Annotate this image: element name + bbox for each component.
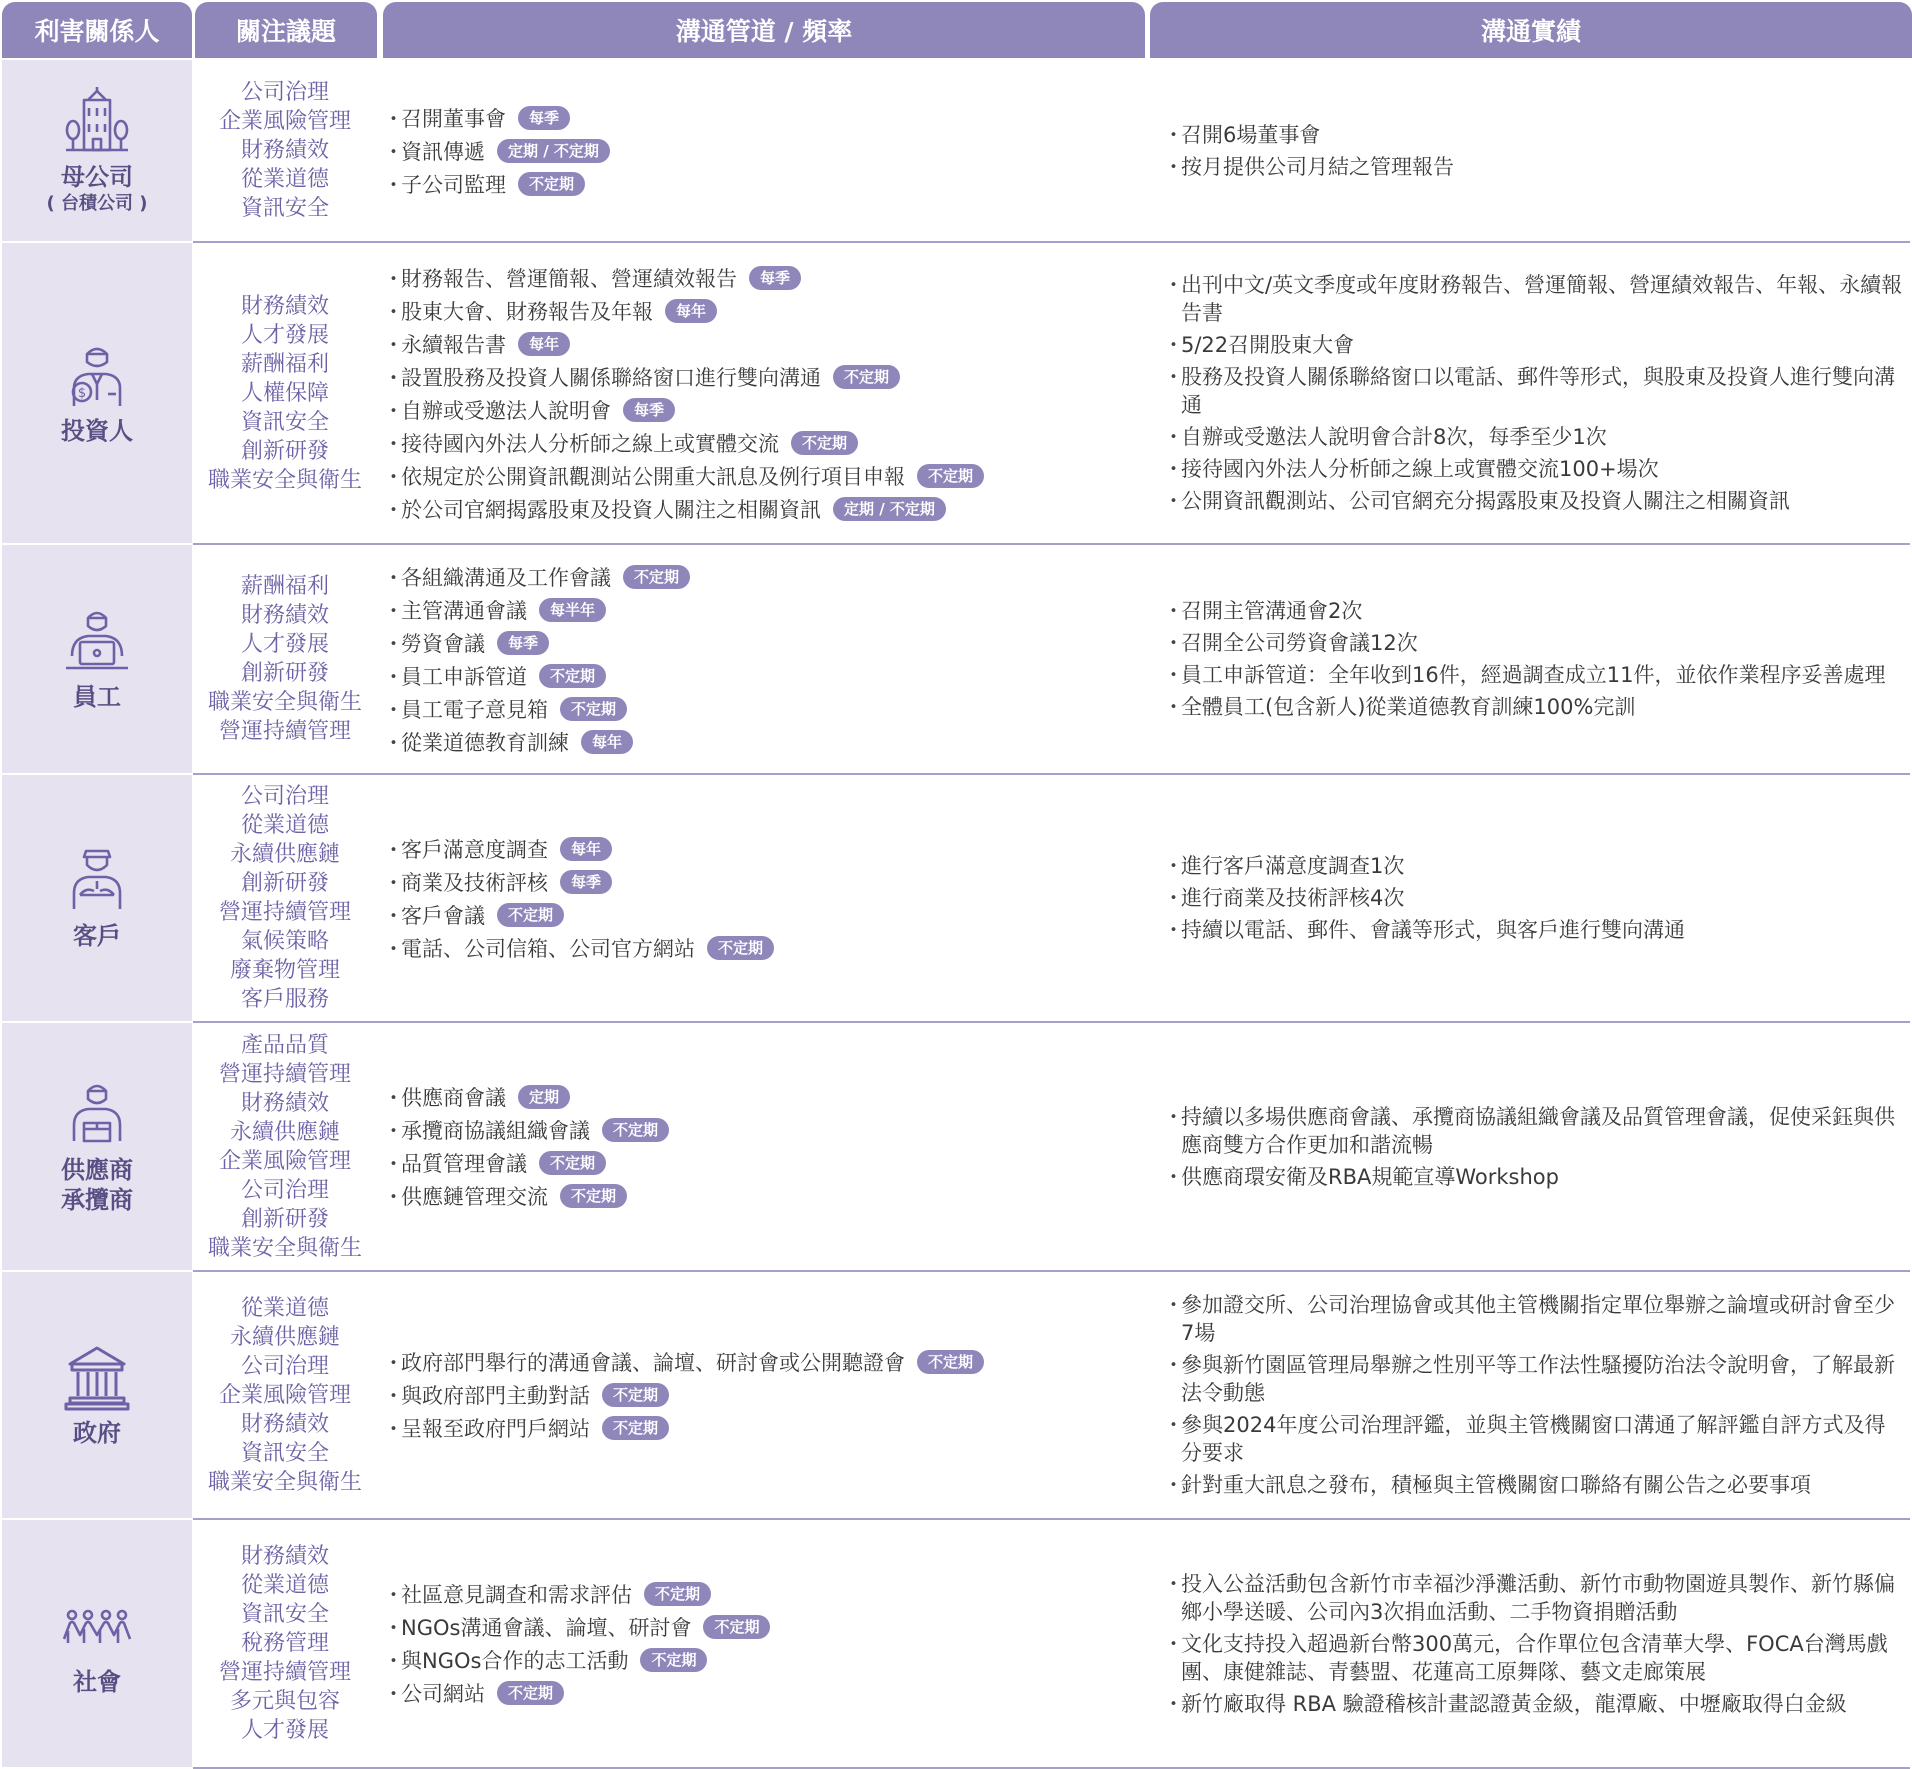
channel-item [383, 261, 1143, 294]
result-text: 員工申訴管道：全年收到16件，經過調查成立11件，並依作業程序妥善處理 [1181, 663, 1886, 687]
channel-item [383, 1081, 1143, 1114]
result-text: 文化支持投入超過新台幣300萬元，合作單位包含清華大學、FOCA台灣馬戲團、康健雜誌、青藝盟、花蓮高工原舞隊、藝文走廊策展 [1181, 1631, 1888, 1684]
bullet: ・ [1163, 489, 1184, 513]
frequency-badge: 不定期 [560, 697, 627, 721]
channel-text: 公司網站 [401, 1682, 485, 1706]
bullet: ・ [383, 697, 404, 722]
channels-list [383, 1272, 1143, 1518]
bullet: ・ [1163, 1631, 1184, 1656]
bullet: ・ [1163, 1413, 1184, 1437]
channel-item [383, 1180, 1143, 1213]
bullet: ・ [383, 903, 404, 928]
channel-text: 呈報至政府門戶網站 [401, 1417, 590, 1441]
issue-item: 財務績效 [240, 1090, 329, 1116]
channel-item [383, 360, 1143, 393]
channel-text: 依規定於公開資訊觀測站公開重大訊息及例行項目申報 [401, 464, 905, 489]
issue-item: 人才發展 [240, 632, 329, 657]
issue-item: 職業安全與衛生 [207, 467, 362, 493]
channel-item [383, 459, 1143, 492]
issue-item: 資訊安全 [240, 196, 329, 221]
channel-text: 子公司監理 [401, 172, 506, 197]
result-text: 持續以電話、郵件、會議等形式，與客戶進行雙向溝通 [1181, 918, 1685, 942]
header-issues: 關注議題 [195, 2, 377, 58]
frequency-badge: 不定期 [602, 1383, 669, 1407]
frequency-badge: 每年 [581, 730, 633, 754]
supplier-box-icon [60, 1079, 134, 1149]
channel-text: 與NGOs合作的志工活動 [401, 1649, 629, 1673]
frequency-badge: 每年 [560, 837, 612, 861]
bullet: ・ [1163, 854, 1184, 878]
bullet: ・ [383, 598, 404, 623]
bullet: ・ [383, 565, 404, 590]
frequency-badge: 每年 [665, 299, 717, 323]
channel-item [383, 167, 1143, 200]
result-item [1163, 331, 1905, 359]
frequency-badge: 不定期 [539, 664, 606, 688]
bullet: ・ [383, 398, 404, 423]
header-channels: 溝通管道 / 頻率 [383, 2, 1145, 58]
channel-item [383, 1346, 1143, 1379]
results-list [1163, 545, 1905, 773]
issue-item: 創新研發 [240, 661, 329, 686]
result-item [1163, 153, 1905, 181]
bullet: ・ [383, 266, 404, 291]
channel-item [383, 1379, 1143, 1412]
bullet: ・ [383, 464, 404, 489]
frequency-badge: 每季 [518, 106, 570, 130]
bullet: ・ [383, 1583, 404, 1607]
frequency-badge: 不定期 [640, 1648, 707, 1672]
issue-item: 永續供應鏈 [229, 1119, 340, 1145]
bullet: ・ [383, 365, 404, 390]
result-text: 出刊中文/英文季度或年度財務報告、營運簡報、營運績效報告、年報、永續報告書 [1181, 273, 1903, 325]
channel-item [383, 134, 1143, 167]
bullet: ・ [1163, 333, 1184, 357]
result-text: 進行商業及技術評核4次 [1181, 886, 1405, 910]
channel-item [383, 865, 1143, 898]
channel-item [383, 492, 1143, 525]
bullet: ・ [1163, 663, 1184, 687]
issue-item: 職業安全與衛生 [207, 1235, 362, 1261]
result-item [1163, 121, 1905, 149]
results-list [1163, 60, 1905, 241]
results-list [1163, 1272, 1905, 1518]
channel-item [383, 1578, 1143, 1611]
channel-item [383, 898, 1143, 931]
result-text: 參加證交所、公司治理協會或其他主管機關指定單位舉辦之論壇或研討會至少7場 [1181, 1293, 1895, 1345]
bullet: ・ [383, 1649, 404, 1673]
frequency-badge: 定期 / 不定期 [833, 497, 946, 521]
channels-list [383, 1520, 1143, 1767]
channel-item [383, 1644, 1143, 1677]
channel-item [383, 593, 1143, 626]
issue-item: 公司治理 [240, 784, 329, 809]
channel-item [383, 426, 1143, 459]
bullet: ・ [1163, 365, 1184, 389]
bullet: ・ [383, 1384, 404, 1408]
result-text: 參與2024年度公司治理評鑑，並與主管機關窗口溝通了解評鑑自評方式及得分要求 [1181, 1413, 1886, 1465]
channel-text: 承攬商協議組織會議 [401, 1119, 590, 1143]
bullet: ・ [383, 1682, 404, 1706]
channel-text: 社區意見調查和需求評估 [401, 1583, 632, 1607]
issue-item: 職業安全與衛生 [207, 1469, 362, 1495]
bullet: ・ [383, 1616, 404, 1640]
result-item [1163, 1163, 1905, 1191]
frequency-badge: 不定期 [791, 431, 858, 455]
issue-item: 從業道德 [240, 813, 329, 838]
channels-list [383, 60, 1143, 241]
customer-icon [60, 845, 134, 915]
results-list [1163, 1520, 1905, 1767]
issues-list [193, 775, 377, 1021]
result-item [1163, 852, 1905, 880]
issues-list [193, 1272, 377, 1518]
issue-item: 永續供應鏈 [229, 1324, 340, 1350]
issue-item: 企業風險管理 [218, 1382, 351, 1408]
result-text: 針對重大訊息之發布，積極與主管機關窗口聯絡有關公告之必要事項 [1181, 1473, 1811, 1497]
result-text: 召開全公司勞資會議12次 [1181, 631, 1418, 655]
community-people-icon [60, 1591, 134, 1661]
stakeholder-cell [2, 545, 192, 773]
channel-text: 永續報告書 [401, 332, 506, 357]
result-text: 參與新竹園區管理局舉辦之性別平等工作法性騷擾防治法令說明會，了解最新法令動態 [1181, 1353, 1895, 1405]
result-text: 召開主管溝通會2次 [1181, 599, 1363, 623]
channel-item [383, 1412, 1143, 1445]
result-text: 5/22召開股東大會 [1181, 333, 1355, 357]
bullet: ・ [383, 299, 404, 324]
channel-item [383, 327, 1143, 360]
stakeholder-name: 政府 [73, 1419, 121, 1447]
result-text: 供應商環安衛及RBA規範宣導Workshop [1181, 1164, 1559, 1189]
channel-item [383, 1114, 1143, 1147]
channel-item [383, 1677, 1143, 1710]
channel-text: 接待國內外法人分析師之線上或實體交流 [401, 431, 779, 456]
bullet: ・ [1163, 1691, 1184, 1716]
frequency-badge: 不定期 [560, 1184, 627, 1208]
frequency-badge: 不定期 [497, 1681, 564, 1705]
issue-item: 薪酬福利 [240, 574, 329, 599]
channel-text: 電話、公司信箱、公司官方網站 [401, 936, 695, 961]
stakeholder-subname: 承攬商 [61, 1185, 133, 1214]
issue-item: 氣候策略 [240, 929, 329, 954]
frequency-badge: 不定期 [623, 565, 690, 589]
channel-text: 客戶會議 [401, 903, 485, 928]
channel-text: 品質管理會議 [401, 1152, 527, 1176]
result-text: 持續以多場供應商會議、承攬商協議組織會議及品質管理會議，促使采鈺與供應商雙方合作更加和諧流暢 [1181, 1104, 1895, 1157]
frequency-badge: 定期 / 不定期 [497, 139, 610, 163]
bullet: ・ [383, 664, 404, 689]
result-item [1163, 661, 1905, 689]
channel-item [383, 931, 1143, 964]
channel-text: 設置股務及投資人關係聯絡窗口進行雙向溝通 [401, 365, 821, 390]
frequency-badge: 每季 [623, 398, 675, 422]
channel-text: NGOs溝通會議、論壇、研討會 [401, 1616, 692, 1640]
channels-list [383, 545, 1143, 773]
stakeholder-name: 母公司 [61, 162, 133, 191]
building-icon [60, 86, 134, 156]
issue-item: 產品品質 [240, 1032, 329, 1058]
bullet: ・ [1163, 599, 1184, 623]
issue-item: 從業道德 [240, 1295, 329, 1321]
issue-item: 從業道德 [240, 167, 329, 192]
channel-text: 與政府部門主動對話 [401, 1384, 590, 1408]
issue-item: 財務績效 [240, 1544, 329, 1569]
frequency-badge: 每季 [560, 870, 612, 894]
channel-text: 股東大會、財務報告及年報 [401, 299, 653, 324]
result-item [1163, 1471, 1905, 1499]
channels-list [383, 243, 1143, 543]
result-item [1163, 1570, 1905, 1626]
channel-text: 主管溝通會議 [401, 598, 527, 623]
results-list [1163, 243, 1905, 543]
result-item [1163, 363, 1905, 419]
bullet: ・ [383, 1119, 404, 1143]
investor-icon [60, 340, 134, 410]
issue-item: 薪酬福利 [240, 351, 329, 377]
channel-item [383, 1147, 1143, 1180]
issue-item: 人權保障 [240, 380, 329, 406]
channel-text: 召開董事會 [401, 106, 506, 131]
frequency-badge: 不定期 [602, 1118, 669, 1142]
bullet: ・ [1163, 1164, 1184, 1189]
channel-item [383, 1611, 1143, 1644]
bullet: ・ [1163, 425, 1184, 449]
bullet: ・ [383, 870, 404, 895]
stakeholder-cell [2, 1023, 192, 1270]
channel-text: 商業及技術評核 [401, 870, 548, 895]
issue-item: 人才發展 [240, 1718, 329, 1743]
result-item [1163, 455, 1905, 483]
channel-text: 財務報告、營運簡報、營運績效報告 [401, 266, 737, 291]
bullet: ・ [383, 1417, 404, 1441]
frequency-badge: 每年 [518, 332, 570, 356]
issue-item: 資訊安全 [240, 1602, 329, 1627]
issue-item: 永續供應鏈 [229, 842, 340, 867]
frequency-badge: 每季 [497, 631, 549, 655]
frequency-badge: 每半年 [539, 598, 606, 622]
issue-item: 企業風險管理 [218, 109, 351, 134]
svg-text:$: $ [77, 386, 87, 401]
bullet: ・ [383, 1152, 404, 1176]
channel-item [383, 626, 1143, 659]
issue-item: 職業安全與衛生 [207, 690, 362, 715]
channel-item [383, 725, 1143, 758]
result-text: 接待國內外法人分析師之線上或實體交流100+場次 [1181, 457, 1659, 481]
stakeholder-name: 員工 [73, 683, 121, 711]
result-item [1163, 916, 1905, 944]
issue-item: 創新研發 [240, 871, 329, 896]
result-item [1163, 597, 1905, 625]
frequency-badge: 不定期 [518, 172, 585, 196]
channel-text: 各組織溝通及工作會議 [401, 565, 611, 590]
result-item [1163, 884, 1905, 912]
frequency-badge: 不定期 [644, 1582, 711, 1606]
bullet: ・ [383, 332, 404, 357]
channel-item [383, 692, 1143, 725]
channel-text: 政府部門舉行的溝通會議、論壇、研討會或公開聽證會 [401, 1351, 905, 1375]
bullet: ・ [383, 631, 404, 656]
result-item [1163, 1690, 1905, 1718]
frequency-badge: 定期 [518, 1085, 570, 1109]
frequency-badge: 不定期 [497, 903, 564, 927]
channel-text: 員工電子意見箱 [401, 697, 548, 722]
result-text: 新竹廠取得 RBA 驗證稽核計畫認證黃金級，龍潭廠、中壢廠取得白金級 [1181, 1691, 1847, 1716]
frequency-badge: 每季 [749, 266, 801, 290]
stakeholder-cell [2, 243, 192, 543]
channel-text: 自辦或受邀法人說明會 [401, 398, 611, 423]
issue-item: 營運持續管理 [218, 719, 351, 744]
bullet: ・ [1163, 1293, 1184, 1317]
result-text: 全體員工(包含新人)從業道德教育訓練100%完訓 [1181, 695, 1636, 719]
issue-item: 資訊安全 [240, 1440, 329, 1466]
issue-item: 資訊安全 [240, 409, 329, 435]
issues-list [193, 243, 377, 543]
issues-list [193, 1520, 377, 1767]
result-item [1163, 423, 1905, 451]
issue-item: 從業道德 [240, 1573, 329, 1598]
issue-item: 公司治理 [240, 80, 329, 105]
result-text: 股務及投資人關係聯絡窗口以電話、郵件等形式，與股東及投資人進行雙向溝通 [1181, 365, 1895, 417]
bullet: ・ [1163, 631, 1184, 655]
result-item [1163, 487, 1905, 515]
channel-item [383, 393, 1143, 426]
bullet: ・ [1163, 1104, 1184, 1129]
issue-item: 營運持續管理 [218, 1660, 351, 1685]
channel-item [383, 294, 1143, 327]
issue-item: 企業風險管理 [218, 1148, 351, 1174]
issue-item: 客戶服務 [240, 987, 329, 1012]
bullet: ・ [383, 1185, 404, 1209]
issue-item: 財務績效 [240, 603, 329, 628]
bullet: ・ [1163, 154, 1184, 179]
result-text: 進行客戶滿意度調查1次 [1181, 854, 1405, 878]
bullet: ・ [383, 730, 404, 755]
channels-list [383, 1023, 1143, 1270]
stakeholder-name: 客戶 [73, 922, 121, 950]
result-item [1163, 629, 1905, 657]
stakeholder-cell [2, 1520, 192, 1767]
issue-item: 多元與包容 [229, 1689, 340, 1714]
bullet: ・ [383, 837, 404, 862]
channel-item [383, 101, 1143, 134]
frequency-badge: 不定期 [539, 1151, 606, 1175]
channel-text: 供應商會議 [401, 1086, 506, 1110]
stakeholder-subname: ( 台積公司 ) [46, 192, 148, 214]
stakeholder-name: 供應商 [61, 1155, 133, 1184]
bullet: ・ [1163, 695, 1184, 719]
channel-item [383, 560, 1143, 593]
bullet: ・ [383, 106, 404, 131]
issue-item: 公司治理 [240, 1177, 329, 1203]
channel-item [383, 832, 1143, 865]
bullet: ・ [383, 431, 404, 456]
bullet: ・ [1163, 886, 1184, 910]
results-list [1163, 1023, 1905, 1270]
channel-text: 從業道德教育訓練 [401, 730, 569, 755]
result-item [1163, 1291, 1905, 1347]
frequency-badge: 不定期 [602, 1416, 669, 1440]
issue-item: 財務績效 [240, 293, 329, 319]
result-item [1163, 271, 1905, 327]
result-text: 按月提供公司月結之管理報告 [1181, 154, 1454, 179]
frequency-badge: 不定期 [707, 936, 774, 960]
header-stakeholder: 利害關係人 [2, 2, 192, 58]
result-text: 召開6場董事會 [1181, 122, 1321, 147]
frequency-badge: 不定期 [917, 1350, 984, 1374]
bullet: ・ [1163, 457, 1184, 481]
channel-text: 勞資會議 [401, 631, 485, 656]
stakeholder-cell [2, 1272, 192, 1518]
bullet: ・ [383, 1351, 404, 1375]
issue-item: 公司治理 [240, 1353, 329, 1379]
result-text: 自辦或受邀法人說明會合計8次，每季至少1次 [1181, 425, 1607, 449]
bullet: ・ [383, 139, 404, 164]
frequency-badge: 不定期 [917, 464, 984, 488]
bullet: ・ [383, 497, 404, 522]
bullet: ・ [1163, 918, 1184, 942]
issues-list [193, 1023, 377, 1270]
employee-laptop-icon [60, 606, 134, 676]
bullet: ・ [1163, 122, 1184, 147]
issues-list [193, 60, 377, 241]
bullet: ・ [1163, 1353, 1184, 1377]
bullet: ・ [1163, 1571, 1184, 1596]
issue-item: 創新研發 [240, 1206, 329, 1232]
stakeholder-name: 投資人 [61, 417, 133, 445]
result-item [1163, 1411, 1905, 1467]
stakeholder-cell [2, 60, 192, 241]
bullet: ・ [383, 172, 404, 197]
channels-list [383, 775, 1143, 1021]
issue-item: 營運持續管理 [218, 900, 351, 925]
frequency-badge: 不定期 [833, 365, 900, 389]
bullet: ・ [383, 936, 404, 961]
channel-item [383, 659, 1143, 692]
issue-item: 創新研發 [240, 438, 329, 464]
channel-text: 客戶滿意度調查 [401, 837, 548, 862]
issue-item: 人才發展 [240, 322, 329, 348]
bullet: ・ [1163, 273, 1184, 297]
header-results: 溝通實績 [1150, 2, 1912, 58]
issue-item: 財務績效 [240, 138, 329, 163]
issue-item: 財務績效 [240, 1411, 329, 1437]
results-list [1163, 775, 1905, 1021]
issue-item: 稅務管理 [240, 1631, 329, 1656]
bullet: ・ [383, 1086, 404, 1110]
issues-list [193, 545, 377, 773]
result-item [1163, 693, 1905, 721]
issue-item: 營運持續管理 [218, 1061, 351, 1087]
frequency-badge: 不定期 [703, 1615, 770, 1639]
channel-text: 員工申訴管道 [401, 664, 527, 689]
issue-item: 廢棄物管理 [229, 958, 340, 983]
bullet: ・ [1163, 1473, 1184, 1497]
result-item [1163, 1351, 1905, 1407]
stakeholder-cell [2, 775, 192, 1021]
result-item [1163, 1103, 1905, 1159]
channel-text: 供應鏈管理交流 [401, 1185, 548, 1209]
result-item [1163, 1630, 1905, 1686]
channel-text: 於公司官網揭露股東及投資人關注之相關資訊 [401, 497, 821, 522]
channel-text: 資訊傳遞 [401, 139, 485, 164]
stakeholder-name: 社會 [73, 1667, 121, 1696]
result-text: 公開資訊觀測站、公司官網充分揭露股東及投資人關注之相關資訊 [1181, 489, 1790, 513]
result-text: 投入公益活動包含新竹市幸福沙淨灘活動、新竹市動物園遊具製作、新竹縣偏鄉小學送暖、公司內3次捐血活動、二手物資捐贈活動 [1181, 1571, 1895, 1624]
government-building-icon [60, 1342, 134, 1412]
